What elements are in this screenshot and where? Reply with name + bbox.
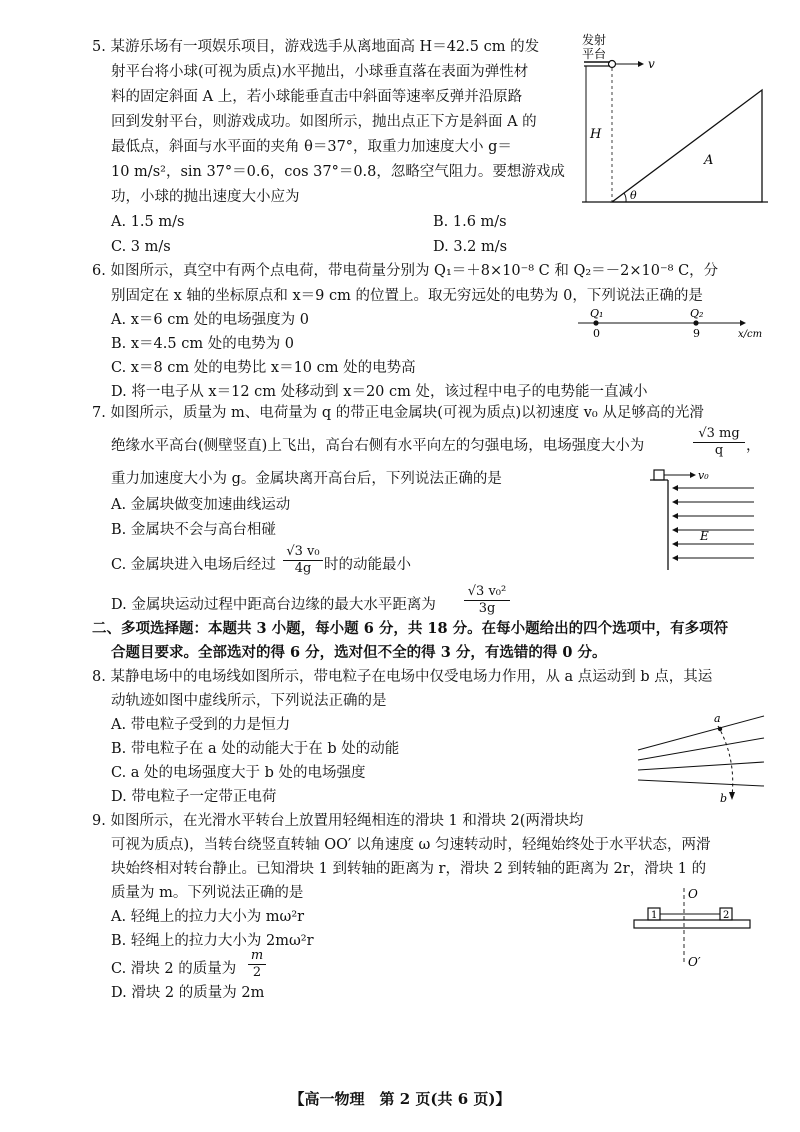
q9-fig-block1: 1: [651, 910, 658, 921]
q5-line: 5. 某游乐场有一项娱乐项目，游戏选手从离地面高 H＝42.5 cm 的发: [92, 39, 540, 55]
q6-line: 6. 如图所示，真空中有两个点电荷，带电荷量分别为 Q₁＝＋8×10⁻⁸ C 和 Q₂＝－2×10⁻⁸ C，分: [92, 263, 719, 279]
q9-fig-o-prime: O′: [688, 955, 701, 969]
q7-line: 7. 如图所示，质量为 m、电荷量为 q 的带正电金属块(可视为质点)以初速度 v₀ 从足够高的光滑: [92, 405, 704, 421]
q9-optc-numerator: m: [248, 948, 266, 965]
q7-v0-arrowhead: [690, 472, 696, 478]
q6-axis-arrowhead: [740, 320, 746, 326]
q6-option-b: B. x＝4.5 cm 处的电势为 0: [111, 336, 295, 352]
q5-slope-figure: [572, 30, 772, 210]
q9-line: 块始终相对转台静止。已知滑块 1 到转轴的距离为 r，滑块 2 到转轴的距离为 2r，滑块 1 的: [111, 861, 707, 877]
q7-line: 绝缘水平高台(侧壁竖直)上飞出，高台右侧有水平向左的匀强电场，电场强度大小为: [111, 438, 645, 454]
q5-fig-H: H: [590, 127, 602, 142]
q7-fraction-denominator: q: [714, 443, 724, 458]
q7-option-c-fraction: [283, 544, 323, 577]
q9-fig-block2: 2: [723, 910, 730, 921]
section-2-line: 二、多项选择题：本题共 3 小题，每小题 6 分，共 18 分。在每小题给出的四个选项中，有多项符: [92, 620, 729, 637]
q7-optd-denominator: 3g: [478, 601, 496, 616]
q6-option-d: D. 将一电子从 x＝12 cm 处移动到 x＝20 cm 处，该过程中电子的电势能一直减小: [111, 384, 648, 400]
q6-fig-axis-label: x/cm: [738, 329, 763, 340]
q7-line-end: ，: [746, 438, 761, 454]
q9-optc-denominator: 2: [252, 965, 262, 980]
section-2-line: 合题目要求。全部选对的得 6 分，选对但不全的得 3 分，有选错的得 0 分。: [111, 644, 607, 661]
q8-option-d: D. 带电粒子一定带正电荷: [111, 789, 277, 805]
q8-line: 8. 某静电场中的电场线如图所示，带电粒子在电场中仅受电场力作用，从 a 点运动到 b 点，其运: [92, 669, 713, 685]
q6-line: 别固定在 x 轴的坐标原点和 x＝9 cm 的位置上。取无穷远处的电势为 0，下列说法正确的是: [111, 288, 703, 304]
q7-field-arrowhead: [672, 555, 678, 561]
q7-field-arrowhead: [672, 527, 678, 533]
q7-field-arrowhead: [672, 499, 678, 505]
q6-fig-q1: Q₁: [590, 307, 604, 320]
q5-option-c: C. 3 m/s: [111, 239, 171, 255]
q9-line: 质量为 m。下列说法正确的是: [111, 885, 304, 901]
q5-fig-platform-label2: 平台: [582, 47, 607, 61]
q7-field-arrowhead: [672, 541, 678, 547]
q7-field-figure: [650, 466, 760, 574]
q9-line: 可视为质点)，当转台绕竖直转轴 OO′ 以角速度 ω 匀速转动时，轻绳始终处于水平状态，两滑: [111, 837, 711, 853]
q7-optd-numerator: √3 v₀²: [464, 584, 510, 601]
q9-line: 9. 如图所示，在光滑水平转台上放置用轻绳相连的滑块 1 和滑块 2(两滑块均: [92, 813, 584, 829]
q8-trajectory-arrowhead: [729, 792, 735, 800]
q9-turntable: [634, 920, 750, 928]
q7-option-c-pre: C. 金属块进入电场后经过: [111, 557, 276, 573]
q8-option-b: B. 带电粒子在 a 处的动能大于在 b 处的动能: [111, 741, 400, 757]
q8-point-a: [718, 727, 722, 731]
q7-metal-block: [654, 470, 664, 480]
q5-fig-A: A: [704, 153, 714, 168]
q5-fig-platform-label: 发射: [582, 33, 607, 47]
q8-field-line: [638, 762, 764, 770]
q8-field-line: [638, 716, 764, 750]
q5-option-d: D. 3.2 m/s: [433, 239, 508, 255]
q5-line: 功，小球的抛出速度大小应为: [111, 189, 300, 205]
q7-fraction-numerator: √3 mg: [693, 426, 745, 443]
q5-line: 料的固定斜面 A 上，若小球能垂直击中斜面等速率反弹并沿原路: [111, 89, 523, 105]
q9-fig-o: O: [688, 887, 698, 901]
q5-velocity-arrowhead: [638, 61, 644, 67]
q6-fig-nine: 9: [693, 327, 700, 340]
q5-ball: [609, 61, 616, 68]
q5-option-a: A. 1.5 m/s: [111, 214, 185, 230]
q6-charge-q1: [593, 320, 598, 325]
q7-fig-E: E: [700, 529, 709, 543]
q7-field-arrowhead: [672, 513, 678, 519]
q5-line: 射平台将小球(可视为质点)水平抛出，小球垂直落在表面为弹性材: [111, 64, 529, 80]
q7-option-c-post: 时的动能最小: [324, 557, 411, 573]
q5-option-b: B. 1.6 m/s: [433, 214, 507, 230]
page-footer: 【高一物理 第 2 页(共 6 页)】: [289, 1090, 511, 1108]
q9-option-a: A. 轻绳上的拉力大小为 mω²r: [111, 909, 305, 925]
q7-option-b: B. 金属块不会与高台相碰: [111, 522, 276, 538]
q8-fig-a: a: [714, 712, 721, 725]
q5-line: 最低点，斜面与水平面的夹角 θ＝37°，取重力加速度大小 g＝: [111, 139, 512, 155]
q9-option-b: B. 轻绳上的拉力大小为 2mω²r: [111, 933, 314, 949]
q6-fig-zero: 0: [593, 327, 600, 340]
q5-angle-arc: [624, 193, 626, 202]
q7-optc-denominator: 4g: [294, 561, 312, 576]
q6-fig-q2: Q₂: [690, 307, 704, 320]
q9-option-d: D. 滑块 2 的质量为 2m: [111, 985, 265, 1001]
q5-line: 回到发射平台，则游戏成功。如图所示，抛出点正下方是斜面 A 的: [111, 114, 537, 130]
q7-field-fraction: [693, 426, 745, 459]
q6-option-c: C. x＝8 cm 处的电势比 x＝10 cm 处的电势高: [111, 360, 416, 376]
q9-option-c-fraction: [248, 948, 266, 981]
q6-axis-figure: [574, 306, 774, 340]
q8-field-figure: [632, 712, 772, 804]
q9-option-c-pre: C. 滑块 2 的质量为: [111, 961, 237, 977]
q8-field-line: [638, 780, 764, 786]
q7-fig-v0: v₀: [698, 469, 709, 482]
q8-fig-b: b: [720, 792, 728, 804]
q8-option-a: A. 带电粒子受到的力是恒力: [111, 717, 291, 733]
q6-charge-q2: [693, 320, 698, 325]
q8-trajectory: [718, 726, 733, 796]
q5-fig-theta: θ: [630, 189, 637, 202]
q5-line: 10 m/s²，sin 37°＝0.6，cos 37°＝0.8，忽略空气阻力。要想游戏成: [111, 164, 565, 180]
q7-option-d-pre: D. 金属块运动过程中距高台边缘的最大水平距离为: [111, 597, 436, 613]
q5-fig-v: v: [648, 57, 655, 71]
q8-field-line: [638, 738, 764, 760]
q7-line: 重力加速度大小为 g。金属块离开高台后，下列说法正确的是: [111, 471, 502, 487]
q8-line: 动轨迹如图中虚线所示，下列说法正确的是: [111, 693, 387, 709]
q7-option-d-fraction: [464, 584, 510, 617]
q7-field-arrowhead: [672, 485, 678, 491]
q7-option-a: A. 金属块做变加速曲线运动: [111, 497, 291, 513]
q7-optc-numerator: √3 v₀: [283, 544, 323, 561]
q5-slope-A: [612, 90, 762, 202]
q8-option-c: C. a 处的电场强度大于 b 处的电场强度: [111, 765, 366, 781]
q9-turntable-figure: [630, 884, 756, 970]
q6-option-a: A. x＝6 cm 处的电场强度为 0: [111, 312, 310, 328]
